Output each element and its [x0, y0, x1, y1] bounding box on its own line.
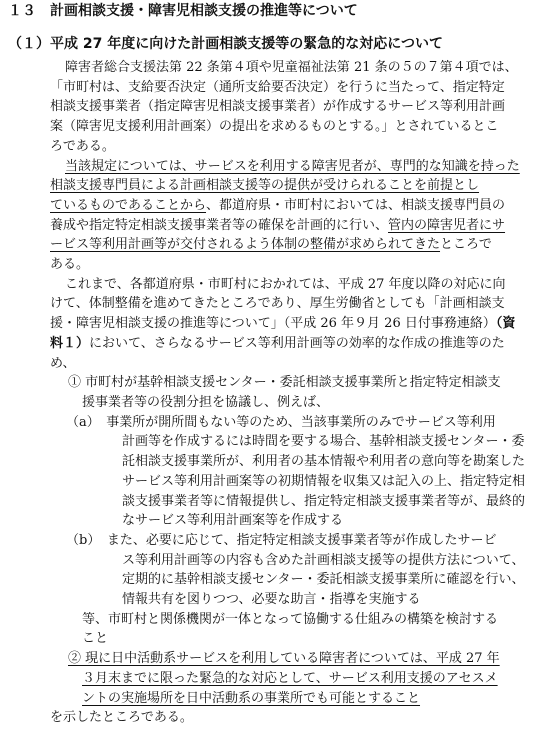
paragraph-line [50, 233, 492, 256]
underlined-text: 管内の障害児者にサ [388, 217, 506, 233]
paragraph-line [50, 332, 505, 355]
underlined-line: ３月末までに限った緊急的な対応として、サービス利用支援のアセスメ [82, 670, 498, 686]
underlined-text: ているものであることから [50, 197, 207, 213]
sub-item-line: （a） 事業所が開所間もない等のため、当該事業所のみでサービス等利用 [66, 414, 496, 430]
sub-item-line: なサービス等利用計画案等を作成する [122, 513, 344, 529]
plain-text: において、さらなるサービス等利用計画等の効率的な作成の推進等のた [89, 335, 505, 351]
sub-item-line: 計画等を作成するには時間を要する場合、基幹相談支援センター・委 [122, 434, 525, 450]
underlined-line: 相談支援専門員による計画相談支援等の提供が受けられることを前提とし [50, 178, 480, 194]
sub-item-line: 談支援事業者等に情報提供し、指定特定相談支援事業者等が、最終的 [122, 493, 526, 509]
list-item-line: 等、市町村と関係機関が一体となって協働する仕組みの構築を検討する [82, 611, 499, 627]
list-item-line: 援事業者等の役割分担を協議し、例えば、 [82, 395, 330, 410]
paragraph-line: ある。 [50, 257, 90, 273]
plain-text: ところで [440, 237, 492, 253]
sub-item-line: 託相談支援事業所が、利用者の基本情報や利用者の意向等を勘案した [122, 454, 526, 470]
plain-text: 養成や指定特定相談支援事業者等の確保を計画的に行い、 [50, 217, 389, 233]
underlined-text: ービス等利用計画等が交付されるよう体制の整備が求められてきた [50, 237, 441, 253]
paragraph-line: ろである。 [50, 138, 115, 154]
sub-item-line: 情報共有を図りつつ、必要な助言・指導を実施する [122, 592, 421, 608]
closing-line: を示したところである。 [50, 710, 193, 726]
sub-item-line: ス等利用計画等の内容も含めた計画相談支援等の提供方法について、 [122, 552, 525, 568]
underlined-text: ② 現に日中活動系サービスを利用している障害者については、平成 27 年 [68, 651, 500, 667]
paragraph-line: けて、体制整備を進めてきたところであり、厚生労働省としても「計画相談支 [50, 296, 505, 312]
sub-item-line: 定期的に基幹相談支援センター・委託相談支援事業所に確認を行い、 [122, 572, 525, 588]
list-item-line: こと [82, 631, 109, 647]
underlined-line: ントの実施場所を日中活動系の事業所でも可能とすること [82, 690, 421, 706]
paragraph-line: 「市町村は、支給要否決定（通所支給要否決定）を行うに当たって、指定特定 [50, 79, 505, 95]
subsection-heading: （１）平成 27 年度に向けた計画相談支援等の緊急的な対応について [8, 36, 443, 52]
sub-item-line: サービス等利用計画案等の初期情報を収集又は記入の上、指定特定相 [122, 473, 526, 489]
bold-reference: 料１） [50, 335, 90, 351]
bold-reference: （資 [495, 316, 516, 332]
paragraph-line: め、 [50, 355, 76, 371]
sub-item-line: （b） また、必要に応じて、指定特定相談支援事業者等が作成したサービ [66, 532, 497, 548]
list-item-line: ① 市町村が基幹相談支援センター・委託相談支援事業所と指定特定相談支 [68, 375, 501, 391]
plain-text: 、都道府県・市町村においては、相談支援専門員の [206, 197, 506, 213]
paragraph-line: 案（障害児支援利用計画案）の提出を求めるものとする。」とされているとこ [50, 119, 499, 135]
paragraph-line: 相談支援事業者（指定障害児相談支援事業者）が作成するサービス等利用計画 [50, 99, 506, 115]
underlined-line: 当該規定については、サービスを利用する障害児者が、専門的な知識を持った [65, 158, 520, 174]
plain-text: 援・障害児相談支援の推進等について」（平成 26 年９月 26 日付事務連絡） [50, 316, 496, 332]
paragraph-line: これまで、各都道府県・市町村におかれては、平成 27 年度以降の対応に向 [65, 276, 506, 292]
paragraph-line: 障害者総合支援法第 22 条第４項や児童福祉法第 21 条の５の７第４項では、 [65, 60, 518, 75]
section-heading: １３ 計画相談支援・障害児相談支援の推進等について [8, 3, 358, 19]
